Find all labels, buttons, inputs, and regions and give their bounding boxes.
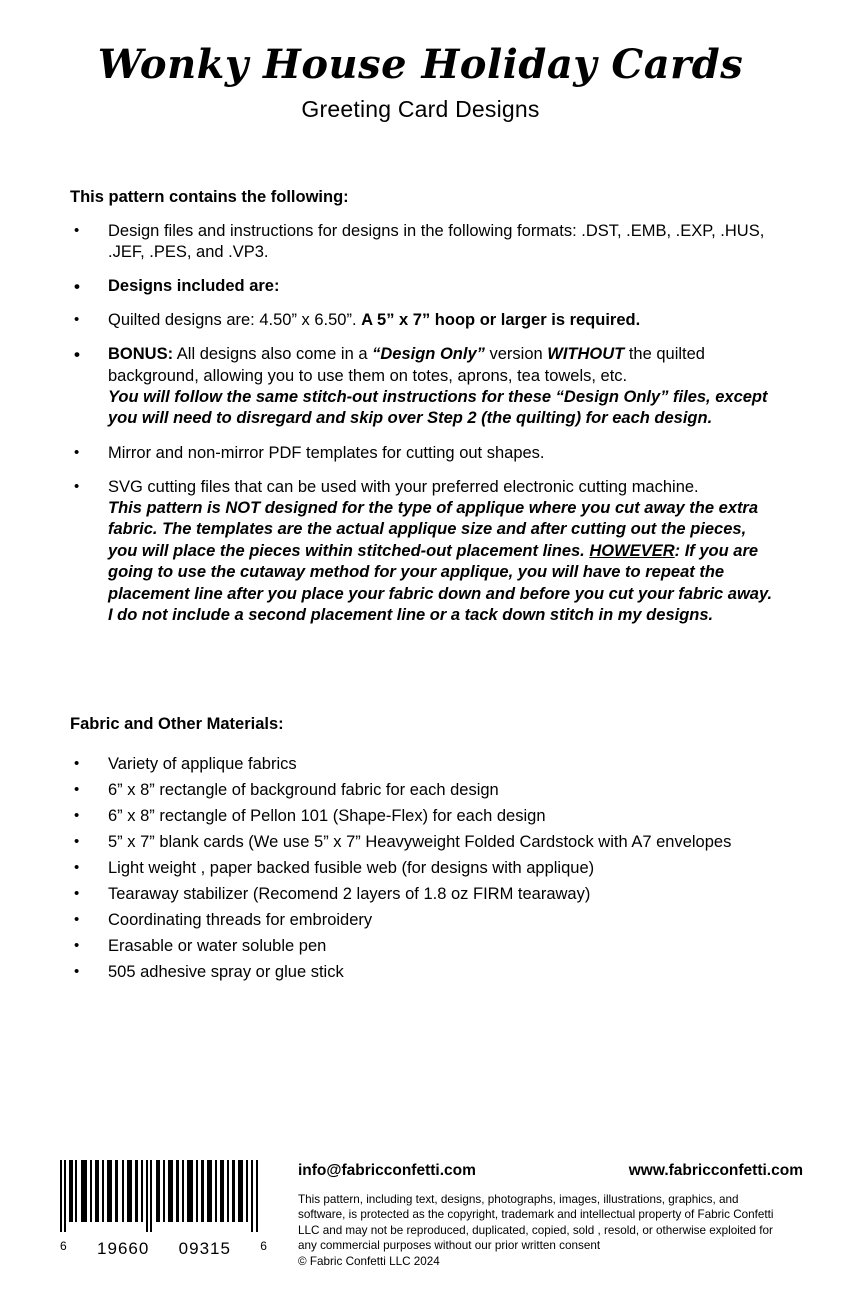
bullet-icon: •: [74, 222, 80, 239]
bullet-icon: •: [74, 345, 80, 365]
barcode-left-digit: 6: [60, 1239, 68, 1253]
list-item-text: Variety of applique fabrics: [108, 755, 297, 773]
bullet-icon: •: [74, 884, 80, 902]
barcode-group-1: 19660: [97, 1239, 150, 1258]
bullet-icon: •: [74, 806, 80, 824]
bullet-icon: •: [74, 962, 80, 980]
page-footer: [0, 1150, 841, 1300]
bullet-icon: •: [74, 277, 80, 297]
legal-line: LLC and may not be reproduced, duplicated, copied, sold , resold, or otherwise exploited for: [298, 1223, 773, 1237]
list-item-text: Quilted designs are: 4.50” x 6.50”.: [108, 311, 362, 330]
website-link[interactable]: www.fabricconfetti.com: [628, 1162, 803, 1179]
list-item: [70, 443, 780, 464]
materials-section: [70, 715, 780, 988]
legal-line: software, is protected as the copyright, trademark and intellectual property of Fabric Confetti: [298, 1208, 774, 1222]
pattern-section-heading: This pattern contains the following:: [70, 188, 349, 206]
barcode-right-digit: 6: [260, 1239, 268, 1253]
list-item: [70, 477, 780, 627]
materials-list: [70, 754, 780, 983]
however-label: HOWEVER: [589, 541, 675, 560]
bullet-icon: •: [74, 910, 80, 928]
pattern-bullet-list: [70, 221, 780, 626]
barcode-group-2: 09315: [178, 1239, 231, 1258]
without-label: WITHOUT: [547, 345, 625, 364]
bullet-icon: •: [74, 755, 80, 772]
email-link[interactable]: info@fabricconfetti.com: [298, 1162, 476, 1179]
page-title: Wonky House Holiday Cards: [97, 41, 744, 88]
list-item-text: Light weight , paper backed fusible web (for designs with applique): [108, 858, 595, 877]
contact-row: [298, 1162, 803, 1180]
list-item: [70, 962, 780, 983]
list-item-text: SVG cutting files that can be used with your preferred electronic cutting machine.: [108, 477, 699, 496]
list-item: [70, 936, 780, 957]
bullet-icon: •: [74, 780, 80, 798]
list-item-text: Tearaway stabilizer (Recomend 2 layers of 1.8 oz FIRM tearaway): [108, 884, 591, 903]
list-item: [70, 276, 780, 297]
list-item: [70, 221, 780, 263]
bonus-text-part2: version: [484, 345, 548, 364]
list-item-text: Coordinating threads for embroidery: [108, 910, 373, 929]
barcode-digits: [60, 1239, 268, 1259]
bonus-label: BONUS:: [108, 345, 174, 364]
barcode-bars-icon: [60, 1160, 268, 1232]
copyright-line: © Fabric Confetti LLC 2024: [298, 1254, 440, 1268]
list-item: [70, 780, 780, 801]
list-item: [70, 754, 780, 775]
bullet-icon: •: [74, 858, 80, 876]
bonus-text-part3: the quilted background, allowing you to use them on totes, aprons, tea towels, etc.: [108, 345, 705, 385]
design-only-label: “Design Only”: [372, 345, 485, 364]
bullet-icon: •: [74, 936, 80, 954]
bullet-icon: •: [74, 311, 80, 329]
page-subtitle: Greeting Card Designs: [301, 96, 540, 122]
list-item-text: Mirror and non-mirror PDF templates for cutting out shapes.: [108, 443, 545, 462]
svg-note: [108, 498, 780, 627]
list-item: [70, 884, 780, 905]
bullet-icon: •: [74, 477, 80, 495]
bonus-text-part1: All designs also come in a: [173, 345, 373, 364]
list-item: [70, 832, 780, 853]
list-item-emphasis: A 5” x 7” hoop or larger is required.: [361, 311, 641, 330]
list-item-text: Design files and instructions for designs in the following formats: .DST, .EMB, .EXP, .HUS, .JEF, .PES, and .VP3.: [108, 222, 765, 262]
list-item: [70, 858, 780, 879]
list-item-text: 6” x 8” rectangle of Pellon 101 (Shape-Flex) for each design: [108, 806, 546, 825]
pattern-contents-section: [70, 188, 780, 639]
list-item: [70, 344, 780, 429]
list-item: [70, 806, 780, 827]
materials-section-heading: Fabric and Other Materials:: [70, 715, 284, 733]
list-item-text: Erasable or water soluble pen: [108, 936, 327, 955]
list-item-text: Designs included are:: [108, 277, 280, 296]
list-item-text: 505 adhesive spray or glue stick: [108, 962, 344, 981]
svg-note-part-a: This pattern is NOT designed for the type of applique where you cut away the extra fabric. The templates are the actual applique size and after cutting out the pieces, you will place the pieces within stitched-out placement lines.: [108, 498, 759, 560]
svg-note-part-b: : If you are going to use the cutaway method for your applique, you will have to repeat the placement line after you place your fabric down and before you cut your fabric away. I do not include a second placement line or a tack down stitch in my designs.: [108, 541, 773, 624]
legal-text: [298, 1192, 803, 1269]
bonus-note: You will follow the same stitch-out instructions for these “Design Only” files, except you will need to disregard and skip over Step 2 (the quilting) for each design.: [108, 387, 768, 428]
list-item-text: 6” x 8” rectangle of background fabric for each design: [108, 780, 499, 799]
legal-line: This pattern, including text, designs, photographs, images, illustrations, graphics, and: [298, 1193, 739, 1206]
bullet-icon: •: [74, 443, 80, 461]
list-item-text: 5” x 7” blank cards (We use 5” x 7” Heavyweight Folded Cardstock with A7 envelopes: [108, 832, 732, 851]
barcode: [60, 1160, 268, 1259]
bullet-icon: •: [74, 832, 80, 850]
list-item: [70, 310, 780, 331]
legal-line: any commercial purposes without our prior written consent: [298, 1239, 601, 1253]
list-item: [70, 910, 780, 931]
